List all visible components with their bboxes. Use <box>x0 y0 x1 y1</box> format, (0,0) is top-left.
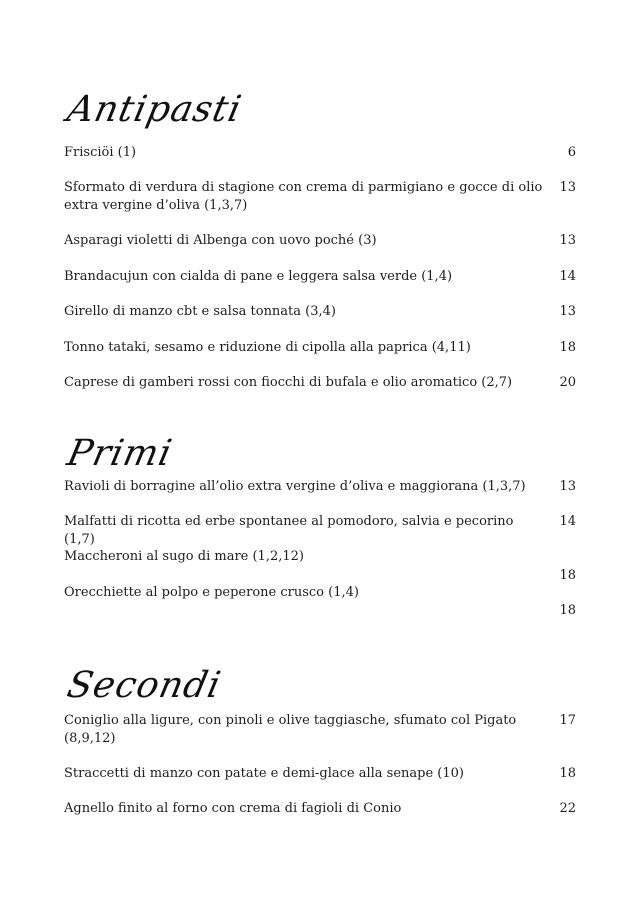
menu-item-price: 18 <box>559 340 576 355</box>
menu-item-name: Agnello finito al forno con crema di fagioli di Conio <box>64 801 402 816</box>
menu-item-price: 18 <box>559 603 576 618</box>
menu-item-name: Caprese di gamberi rossi con fiocchi di bufala e olio aromatico (2,7) <box>64 375 513 390</box>
menu-item-name: Asparagi violetti di Albenga con uovo poché (3) <box>64 233 377 248</box>
menu-item-name: Sformato di verdura di stagione con crema di parmigiano e gocce di olio extra vergine d’oliva (1,3,7) <box>64 180 543 213</box>
menu-item-name: Ravioli di borragine all’olio extra vergine d’oliva e maggiorana (1,3,7) <box>64 479 526 494</box>
menu-item-name: Coniglio alla ligure, con pinoli e olive taggiasche, sfumato col Pigato (8,9,12) <box>64 713 517 746</box>
menu-item-name: Malfatti di ricotta ed erbe spontanee al pomodoro, salvia e pecorino (1,7) <box>64 514 514 547</box>
menu-item-price: 18 <box>559 568 576 583</box>
menu-item-price: 6 <box>567 145 576 160</box>
menu-item-name: Maccheroni al sugo di mare (1,2,12) <box>64 549 304 564</box>
menu-item-price: 14 <box>559 514 576 529</box>
menu-item-name: Straccetti di manzo con patate e demi-glace alla senape (10) <box>64 766 464 781</box>
menu-item-name: Frisciöi (1) <box>64 145 137 160</box>
section-title-primi: Primi <box>63 433 176 474</box>
section-title-secondi: Secondi <box>63 665 225 706</box>
menu-item-price: 22 <box>559 801 576 816</box>
section-title-antipasti: Antipasti <box>63 89 246 130</box>
menu-item-name: Brandacujun con cialda di pane e leggera salsa verde (1,4) <box>64 269 453 284</box>
menu-item-price: 13 <box>559 304 576 319</box>
menu-item-price: 13 <box>559 479 576 494</box>
menu-item-price: 20 <box>559 375 576 390</box>
menu-item-price: 13 <box>559 233 576 248</box>
menu-item-price: 17 <box>559 713 576 728</box>
menu-item-name: Girello di manzo cbt e salsa tonnata (3,4) <box>64 304 336 319</box>
menu-item-price: 13 <box>559 180 576 195</box>
menu-item-name: Orecchiette al polpo e peperone crusco (1,4) <box>64 585 359 600</box>
menu-item-price: 18 <box>559 766 576 781</box>
menu-item-price: 14 <box>559 269 576 284</box>
menu-item-name: Tonno tataki, sesamo e riduzione di cipolla alla paprica (4,11) <box>64 340 471 355</box>
